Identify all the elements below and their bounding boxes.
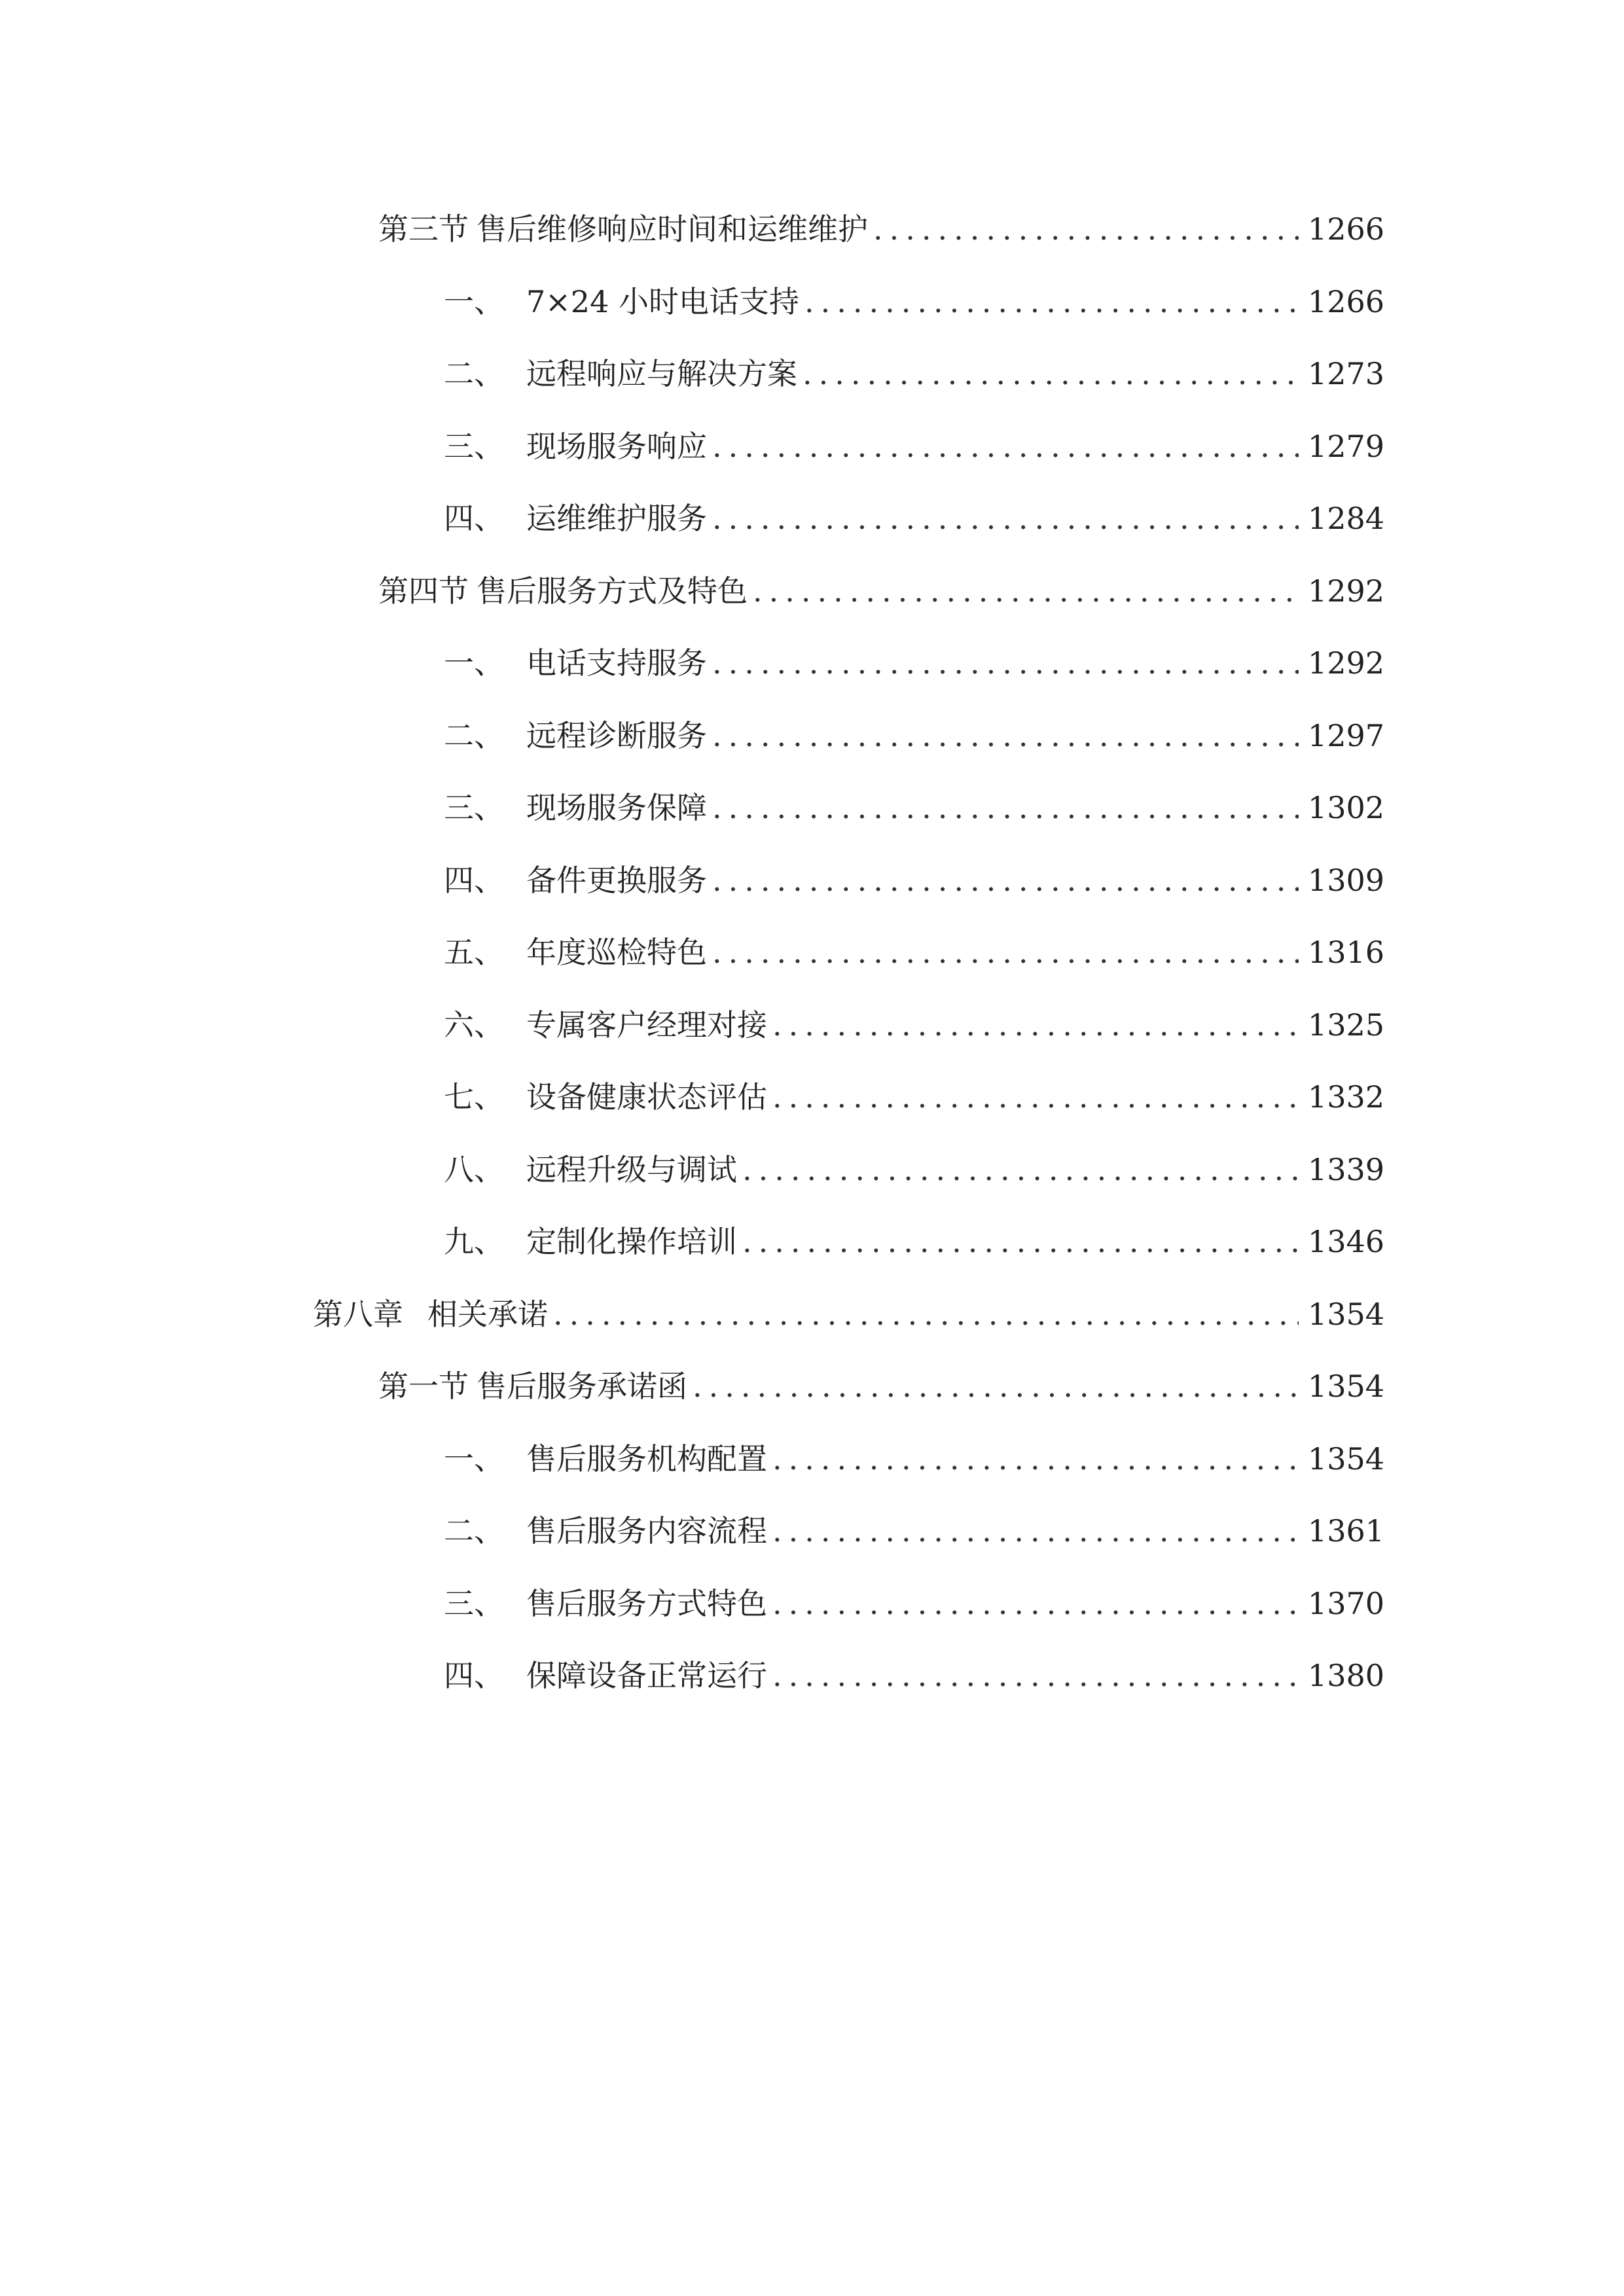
toc-entry-page-number: 1266 — [1307, 211, 1384, 247]
dot-leader — [712, 420, 1299, 473]
toc-entry[interactable] — [444, 1505, 1384, 1557]
toc-entry[interactable] — [444, 1071, 1384, 1123]
toc-entry-title: 售后服务方式及特色 — [477, 573, 748, 609]
toc-entry[interactable] — [444, 1577, 1384, 1630]
toc-entry-number: 七、 — [444, 1079, 504, 1115]
dot-leader — [772, 1505, 1299, 1557]
toc-entry[interactable] — [444, 420, 1384, 473]
toc-entry-title: 现场服务保障 — [526, 790, 707, 825]
toc-entry-number: 二、 — [444, 356, 504, 391]
toc-entry-page-number: 1346 — [1307, 1224, 1384, 1259]
toc-entry-number: 六、 — [444, 1007, 504, 1043]
toc-entry-page-number: 1297 — [1307, 718, 1384, 753]
toc-entry-page-number: 1339 — [1307, 1152, 1384, 1187]
toc-entry-number: 九、 — [444, 1224, 504, 1259]
toc-entry[interactable] — [444, 926, 1384, 978]
toc-entry-number: 八、 — [444, 1152, 504, 1187]
toc-entry[interactable] — [444, 1215, 1384, 1268]
toc-entry-page-number: 1316 — [1307, 935, 1384, 970]
dot-leader — [873, 203, 1299, 255]
toc-entry-page-number: 1354 — [1307, 1441, 1384, 1477]
toc-entry-page-number: 1292 — [1307, 573, 1384, 609]
toc-entry-page-number: 1354 — [1307, 1369, 1384, 1404]
toc-entry-number: 一、 — [444, 1441, 504, 1477]
toc-entry-title: 售后服务承诺函 — [477, 1369, 687, 1404]
toc-entry-page-number: 1284 — [1307, 501, 1384, 536]
toc-entry[interactable] — [444, 1143, 1384, 1196]
dot-leader — [693, 1360, 1299, 1412]
toc-entry-page-number: 1332 — [1307, 1079, 1384, 1115]
toc-entry[interactable] — [313, 1288, 1384, 1340]
toc-entry-number: 二、 — [444, 718, 504, 753]
toc-entry[interactable] — [444, 999, 1384, 1051]
toc-entry-title: 电话支持服务 — [526, 645, 707, 681]
toc-entry-number: 第三节 — [378, 211, 469, 247]
dot-leader — [712, 637, 1299, 689]
toc-entry-title: 相关承诺 — [427, 1297, 548, 1332]
toc-entry[interactable] — [444, 1649, 1384, 1702]
toc-entry-page-number: 1325 — [1307, 1007, 1384, 1043]
toc-entry-page-number: 1266 — [1307, 284, 1384, 319]
toc-entry-title: 现场服务响应 — [526, 429, 707, 464]
toc-entry[interactable] — [444, 348, 1384, 400]
toc-entry-title: 保障设备正常运行 — [526, 1658, 767, 1693]
dot-leader — [772, 1577, 1299, 1630]
toc-entry-page-number: 1361 — [1307, 1513, 1384, 1549]
toc-entry-number: 第八章 — [313, 1297, 403, 1332]
dot-leader — [772, 1433, 1299, 1485]
toc-entry-title: 售后维修响应时间和运维维护 — [477, 211, 868, 247]
dot-leader — [772, 1071, 1299, 1123]
toc-entry[interactable] — [444, 781, 1384, 834]
toc-entry-number: 三、 — [444, 790, 504, 825]
dot-leader — [772, 999, 1299, 1051]
toc-entry-title: 远程升级与调试 — [526, 1152, 737, 1187]
toc-entry[interactable] — [444, 492, 1384, 545]
toc-entry-page-number: 1279 — [1307, 429, 1384, 464]
toc-entry-title: 售后服务内容流程 — [526, 1513, 767, 1549]
toc-entry-number: 三、 — [444, 429, 504, 464]
dot-leader — [772, 1649, 1299, 1702]
dot-leader — [753, 565, 1299, 617]
toc-entry-page-number: 1273 — [1307, 356, 1384, 391]
toc-entry[interactable] — [444, 637, 1384, 689]
toc-entry-page-number: 1354 — [1307, 1297, 1384, 1332]
toc-entry-title: 备件更换服务 — [526, 863, 707, 898]
toc-entry[interactable] — [444, 1433, 1384, 1485]
dot-leader — [803, 348, 1299, 400]
dot-leader — [804, 276, 1299, 328]
toc-entry-number: 四、 — [444, 863, 504, 898]
toc-entry-title: 定制化操作培训 — [526, 1224, 737, 1259]
toc-entry-page-number: 1292 — [1307, 645, 1384, 681]
toc-entry-page-number: 1302 — [1307, 790, 1384, 825]
dot-leader — [712, 709, 1299, 762]
dot-leader — [742, 1215, 1299, 1268]
toc-entry-page-number: 1380 — [1307, 1658, 1384, 1693]
toc-entry-page-number: 1370 — [1307, 1586, 1384, 1621]
toc-entry-page-number: 1309 — [1307, 863, 1384, 898]
toc-entry-number: 一、 — [444, 645, 504, 681]
toc-entry[interactable] — [378, 203, 1384, 255]
toc-entry-number: 第四节 — [378, 573, 469, 609]
toc-entry-title: 远程响应与解决方案 — [526, 356, 797, 391]
toc-entry[interactable] — [378, 565, 1384, 617]
dot-leader — [712, 926, 1299, 978]
toc-entry-title: 运维维护服务 — [526, 501, 707, 536]
dot-leader — [742, 1143, 1299, 1196]
toc-entry-title: 售后服务方式特色 — [526, 1586, 767, 1621]
toc-entry-number: 三、 — [444, 1586, 504, 1621]
toc-entry[interactable] — [378, 1360, 1384, 1412]
dot-leader — [712, 492, 1299, 545]
toc-entry-title: 年度巡检特色 — [526, 935, 707, 970]
toc-entry[interactable] — [444, 854, 1384, 906]
toc-entry-number: 四、 — [444, 501, 504, 536]
toc-entry-title: 售后服务机构配置 — [526, 1441, 767, 1477]
dot-leader — [712, 781, 1299, 834]
toc-entry-title: 专属客户经理对接 — [526, 1007, 767, 1043]
toc-entry-number: 二、 — [444, 1513, 504, 1549]
toc-entry-title: 设备健康状态评估 — [526, 1079, 767, 1115]
toc-entry-title: 7×24 小时电话支持 — [526, 284, 799, 319]
toc-entry-number: 一、 — [444, 284, 504, 319]
toc-entry-title: 远程诊断服务 — [526, 718, 707, 753]
toc-entry-number: 五、 — [444, 935, 504, 970]
toc-entry-number: 第一节 — [378, 1369, 469, 1404]
toc-entry[interactable] — [444, 709, 1384, 762]
toc-entry-number: 四、 — [444, 1658, 504, 1693]
dot-leader — [712, 854, 1299, 906]
toc-entry[interactable] — [444, 276, 1384, 328]
dot-leader — [553, 1288, 1299, 1340]
